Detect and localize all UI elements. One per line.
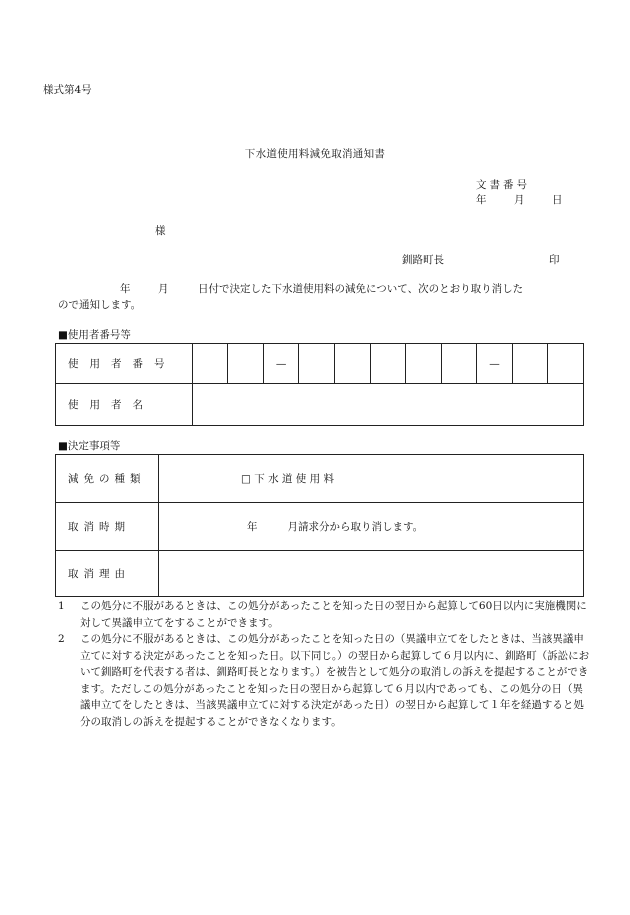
user-name-field[interactable]: [192, 384, 583, 426]
user-number-digit[interactable]: [299, 344, 335, 384]
notes-section: [56, 598, 590, 730]
user-number-digit[interactable]: [548, 344, 584, 384]
user-name-label: 使用者名: [56, 384, 193, 426]
date-month-label: 月: [514, 194, 525, 206]
cancel-reason-label: 取消理由: [56, 551, 159, 597]
exemption-type-option[interactable]: □ 下 水 道 使 用 料: [159, 455, 584, 503]
addressee-suffix: 様: [155, 225, 166, 237]
user-number-label: 使用者番号: [56, 344, 193, 384]
issuer-name: 釧路町長: [402, 254, 444, 266]
date-year-label: 年: [476, 194, 487, 206]
seal-mark: 印: [549, 254, 560, 266]
note-item: [56, 631, 590, 730]
exemption-type-row: [56, 455, 584, 503]
user-number-digit[interactable]: [370, 344, 406, 384]
exemption-type-label: 減免の種類: [56, 455, 159, 503]
section-user-heading: ■使用者番号等: [58, 329, 131, 341]
cancel-reason-field[interactable]: [159, 551, 584, 597]
note-text: この処分に不服があるときは、この処分があったことを知った日の（異議申立てをしたときは、当該異議申立てに対する決定があったことを知った日。以下同じ。）の翌日から起算して６月以内に、釧路町（訴訟において釧路町を代表する者は、釧路町長となります。）を被告として処分の取消しの訴えを提起することができます。ただしこの処分があったことを知った日の翌日から起算して６月以内であっても、この処分の日（異議申立てをしたときは、当該異議申立てに対する決定があった日）の翌日から起算して１年を経過すると処分の取消しの訴えを提起することができなくなります。: [80, 633, 590, 728]
note-text: この処分に不服があるときは、この処分があったことを知った日の翌日から起算して60日以内に実施機関に対して異議申立てをすることができます。: [80, 600, 587, 629]
section-decision-heading: ■決定事項等: [58, 440, 121, 452]
document-number-label: 文書番号: [476, 179, 530, 191]
cancel-time-label: 取消時期: [56, 503, 159, 551]
body-year: 年: [120, 283, 131, 295]
date-day-label: 日: [552, 194, 563, 206]
cancel-time-row: [56, 503, 584, 551]
note-number: 2: [58, 633, 65, 645]
user-number-digit[interactable]: [406, 344, 442, 384]
body-text-line1: 日付で決定した下水道使用料の減免について、次のとおり取り消した: [198, 283, 524, 295]
note-number: 1: [58, 600, 65, 612]
decision-table: [55, 454, 584, 597]
user-number-separator: —: [263, 344, 299, 384]
user-number-digit[interactable]: [512, 344, 548, 384]
cancel-time-text: 月請求分から取り消します。: [287, 521, 424, 533]
user-number-digit[interactable]: [441, 344, 477, 384]
user-number-digit[interactable]: [228, 344, 264, 384]
user-name-row: [56, 384, 584, 426]
user-number-digit[interactable]: [334, 344, 370, 384]
body-text-line2: ので通知します。: [58, 299, 142, 311]
user-info-table: [55, 343, 584, 426]
document-title: 下水道使用料減免取消通知書: [244, 148, 386, 160]
cancel-time-year: 年: [247, 521, 258, 533]
user-number-separator: —: [477, 344, 513, 384]
user-number-digit[interactable]: [192, 344, 228, 384]
note-item: [56, 598, 590, 631]
user-number-row: [56, 344, 584, 384]
cancel-time-field[interactable]: [159, 503, 584, 551]
body-month: 月: [158, 283, 169, 295]
cancel-reason-row: [56, 551, 584, 597]
notice-body: [58, 281, 588, 313]
form-number: 様式第4号: [43, 84, 92, 96]
